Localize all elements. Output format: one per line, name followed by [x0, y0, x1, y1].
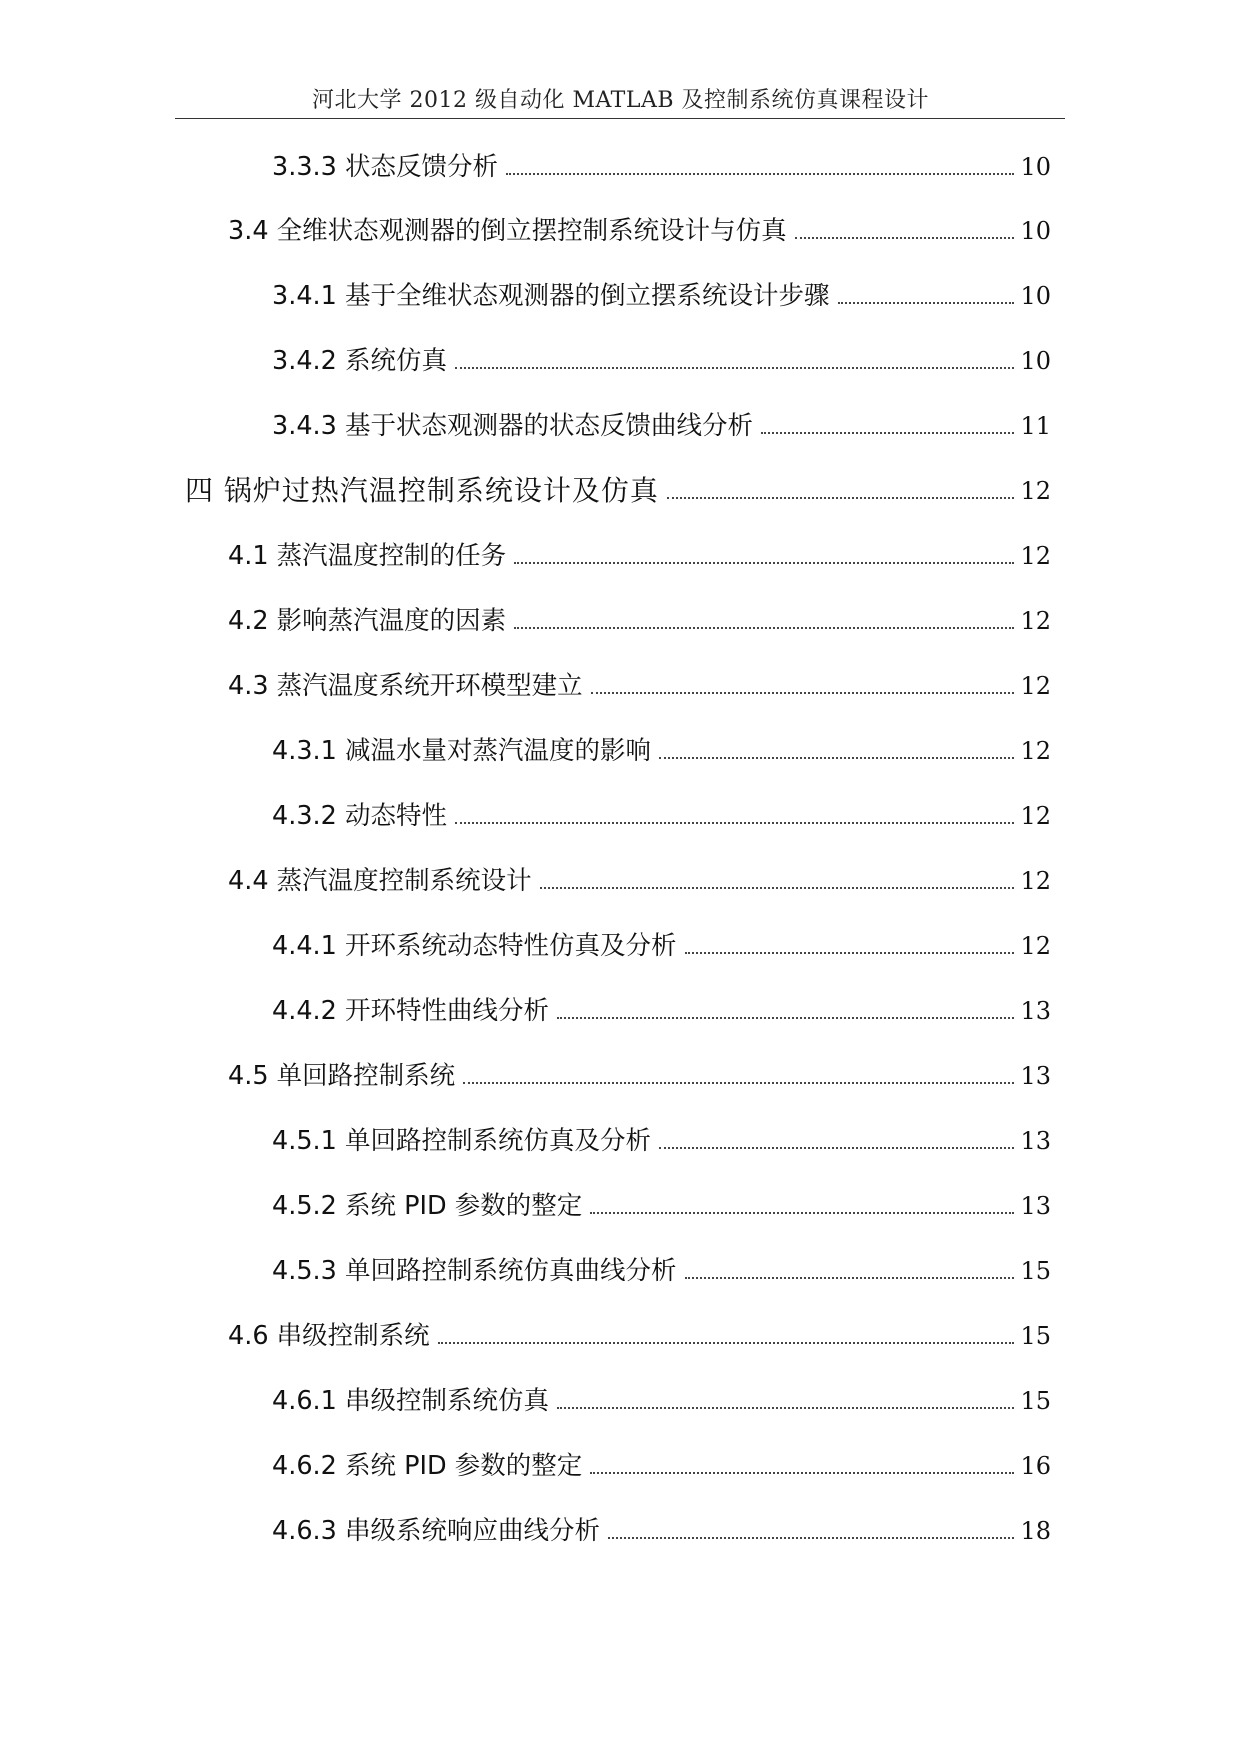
toc-leader-dots — [557, 1017, 1014, 1019]
toc-entry[interactable] — [272, 1187, 1051, 1223]
toc-entry-title: 4.4.1 开环系统动态特性仿真及分析 — [272, 931, 677, 961]
toc-entry-page: 10 — [1020, 217, 1051, 245]
toc-entry-page: 10 — [1020, 282, 1051, 310]
toc-leader-dots — [838, 302, 1015, 304]
toc-entry[interactable] — [272, 148, 1051, 184]
page-header: 河北大学 2012 级自动化 MATLAB 及控制系统仿真课程设计 — [311, 88, 929, 113]
toc-entry-title: 4.4 蒸汽温度控制系统设计 — [228, 866, 532, 896]
toc-entry-title: 4.6.1 串级控制系统仿真 — [272, 1386, 549, 1416]
toc-leader-dots — [795, 237, 1015, 239]
toc-entry-title: 4.5.3 单回路控制系统仿真曲线分析 — [272, 1256, 677, 1286]
toc-entry[interactable] — [272, 342, 1051, 378]
toc-entry[interactable] — [272, 1252, 1051, 1288]
toc-entry-title: 4.4.2 开环特性曲线分析 — [272, 996, 549, 1026]
toc-entry-title: 4.3.1 减温水量对蒸汽温度的影响 — [272, 736, 651, 766]
toc-entry-page: 15 — [1020, 1387, 1051, 1415]
toc-entry[interactable] — [272, 1382, 1051, 1418]
toc-entry-page: 12 — [1020, 802, 1051, 830]
toc-entry-page: 10 — [1020, 153, 1051, 181]
toc-leader-dots — [455, 822, 1014, 824]
toc-entry-page: 12 — [1020, 737, 1051, 765]
toc-leader-dots — [685, 1277, 1015, 1279]
toc-entry-title: 4.6.3 串级系统响应曲线分析 — [272, 1516, 600, 1546]
toc-leader-dots — [455, 367, 1014, 369]
toc-entry[interactable] — [185, 472, 1051, 508]
toc-leader-dots — [659, 1147, 1014, 1149]
toc-entry-page: 11 — [1020, 412, 1051, 440]
toc-entry-page: 16 — [1020, 1452, 1051, 1480]
toc-entry[interactable] — [228, 1057, 1051, 1093]
toc-leader-dots — [514, 627, 1014, 629]
toc-leader-dots — [557, 1407, 1014, 1409]
toc-entry[interactable] — [272, 732, 1051, 768]
toc-entry-page: 12 — [1020, 672, 1051, 700]
toc-entry-title: 3.4.2 系统仿真 — [272, 346, 447, 376]
toc-entry-title: 3.4.1 基于全维状态观测器的倒立摆系统设计步骤 — [272, 281, 830, 311]
toc-entry[interactable] — [272, 797, 1051, 833]
toc-entry-title: 3.4 全维状态观测器的倒立摆控制系统设计与仿真 — [228, 216, 787, 246]
toc-entry[interactable] — [272, 1122, 1051, 1158]
toc-entry-title: 四 锅炉过热汽温控制系统设计及仿真 — [185, 474, 659, 507]
toc-entry[interactable] — [228, 1317, 1051, 1353]
toc-leader-dots — [540, 887, 1015, 889]
toc-entry-page: 13 — [1020, 997, 1051, 1025]
toc-entry[interactable] — [272, 1512, 1051, 1548]
toc-entry[interactable] — [272, 1447, 1051, 1483]
toc-entry-title: 4.3 蒸汽温度系统开环模型建立 — [228, 671, 583, 701]
toc-entry[interactable] — [228, 537, 1051, 573]
toc-entry-title: 4.6.2 系统 PID 参数的整定 — [272, 1451, 583, 1481]
toc-entry-page: 12 — [1020, 477, 1051, 505]
toc-entry-page: 12 — [1020, 932, 1051, 960]
toc-entry[interactable] — [228, 212, 1051, 248]
toc-leader-dots — [761, 432, 1014, 434]
toc-leader-dots — [463, 1082, 1014, 1084]
toc-leader-dots — [591, 692, 1015, 694]
toc-leader-dots — [438, 1342, 1015, 1344]
toc-entry-title: 4.5 单回路控制系统 — [228, 1061, 456, 1091]
toc-leader-dots — [667, 497, 1015, 499]
toc-entry-page: 15 — [1020, 1322, 1051, 1350]
toc-entry[interactable] — [272, 992, 1051, 1028]
toc-entry-page: 15 — [1020, 1257, 1051, 1285]
toc-entry-page: 12 — [1020, 607, 1051, 635]
toc-leader-dots — [590, 1212, 1014, 1214]
toc-entry-page: 18 — [1020, 1517, 1051, 1545]
toc-leader-dots — [659, 757, 1014, 759]
toc-leader-dots — [608, 1537, 1014, 1539]
toc-entry-page: 13 — [1020, 1127, 1051, 1155]
toc-entry-title: 4.6 串级控制系统 — [228, 1321, 430, 1351]
toc-leader-dots — [506, 173, 1014, 175]
toc-entry-title: 3.4.3 基于状态观测器的状态反馈曲线分析 — [272, 411, 753, 441]
toc-entry-page: 12 — [1020, 542, 1051, 570]
toc-entry[interactable] — [272, 277, 1051, 313]
toc-entry-page: 12 — [1020, 867, 1051, 895]
toc-entry-page: 13 — [1020, 1062, 1051, 1090]
toc-entry-title: 4.1 蒸汽温度控制的任务 — [228, 541, 507, 571]
toc-leader-dots — [685, 952, 1015, 954]
toc-leader-dots — [514, 562, 1014, 564]
toc-entry[interactable] — [272, 407, 1051, 443]
toc-entry-title: 4.3.2 动态特性 — [272, 801, 447, 831]
toc-entry[interactable] — [228, 862, 1051, 898]
toc-entry-title: 4.2 影响蒸汽温度的因素 — [228, 606, 507, 636]
toc-entry-title: 4.5.2 系统 PID 参数的整定 — [272, 1191, 583, 1221]
toc-entry-title: 4.5.1 单回路控制系统仿真及分析 — [272, 1126, 651, 1156]
toc-leader-dots — [590, 1472, 1014, 1474]
toc-entry[interactable] — [228, 602, 1051, 638]
toc-entry[interactable] — [272, 927, 1051, 963]
toc-entry-page: 10 — [1020, 347, 1051, 375]
toc-entry-title: 3.3.3 状态反馈分析 — [272, 152, 498, 182]
toc-entry-page: 13 — [1020, 1192, 1051, 1220]
toc-entry[interactable] — [228, 667, 1051, 703]
